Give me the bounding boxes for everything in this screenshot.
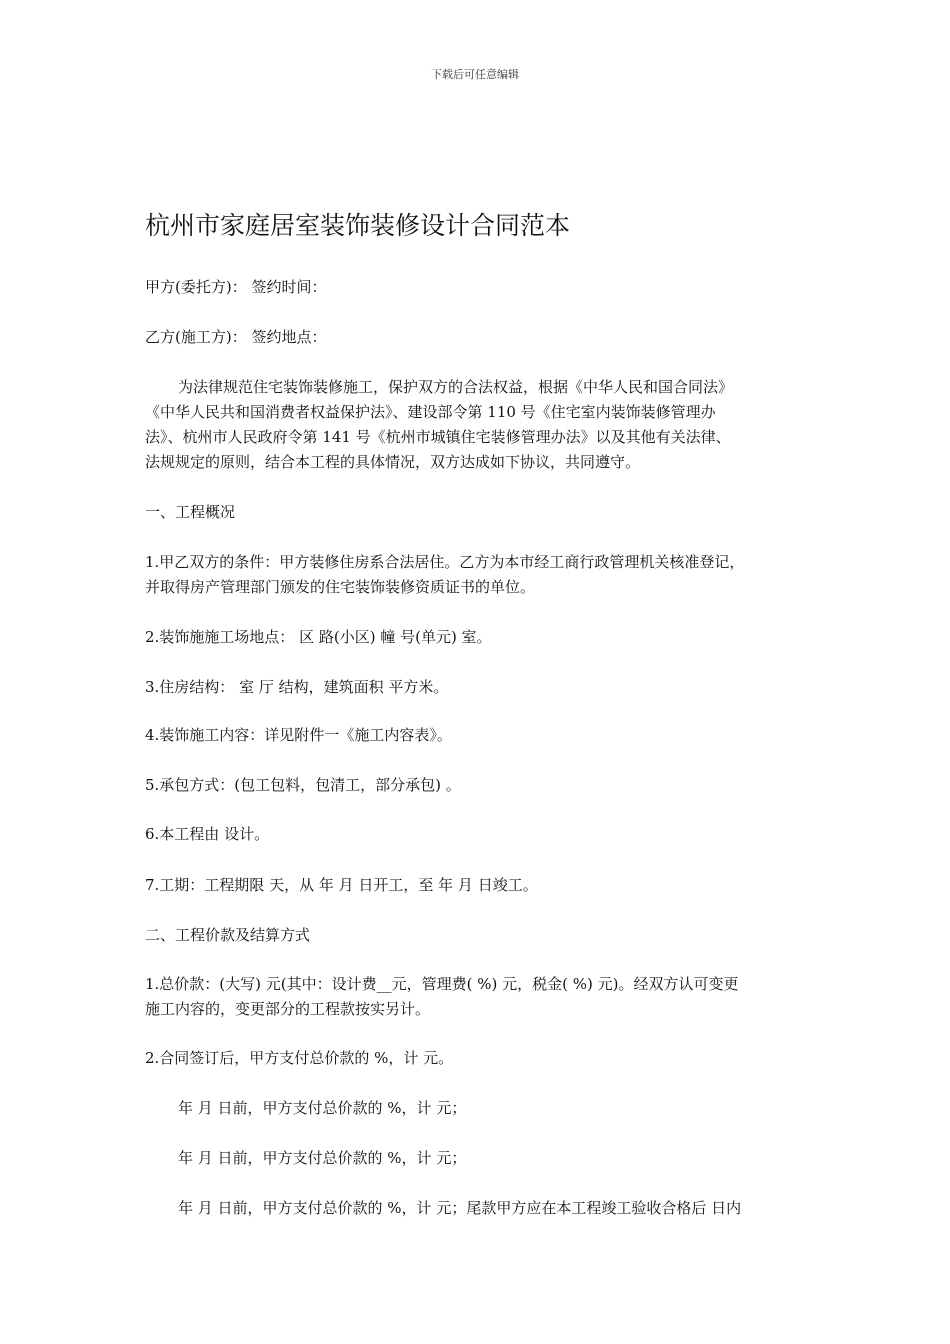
intro-line-1: 为法律规范住宅装饰装修施工，保护双方的合法权益，根据《中华人民和国合同法》 bbox=[178, 378, 734, 396]
s1-item-5: 5.承包方式：(包工包料，包清工，部分承包) 。 bbox=[145, 776, 461, 794]
section-1-heading: 一、工程概况 bbox=[145, 503, 236, 521]
party-a-line: 甲方(委托方)： 签约时间： bbox=[145, 278, 327, 296]
header-note: 下载后可任意编辑 bbox=[431, 68, 519, 81]
section-2-heading: 二、工程价款及结算方式 bbox=[145, 926, 311, 944]
s1-item-2: 2.装饰施施工场地点： 区 路(小区) 幢 号(单元) 室。 bbox=[145, 628, 492, 646]
intro-line-4: 法规规定的原则，结合本工程的具体情况，双方达成如下协议，共同遵守。 bbox=[145, 453, 641, 471]
s2-item-1-line-2: 施工内容的，变更部分的工程款按实另计。 bbox=[145, 1000, 431, 1018]
s2-item-1-line-1: 1.总价款：(大写) 元(其中：设计费__元，管理费( %) 元，税金( %) 元)。经双方认可变更 bbox=[145, 975, 739, 993]
s2-payment-3: 年 月 日前，甲方支付总价款的 %，计 元；尾款甲方应在本工程竣工验收合格后 日内 bbox=[178, 1199, 742, 1217]
s2-item-2: 2.合同签订后，甲方支付总价款的 %，计 元。 bbox=[145, 1049, 454, 1067]
intro-line-3: 法》、杭州市人民政府令第 141 号《杭州市城镇住宅装修管理办法》以及其他有关法律、 bbox=[145, 428, 731, 446]
document-title: 杭州市家庭居室装饰装修设计合同范本 bbox=[145, 211, 571, 240]
party-b-line: 乙方(施工方)： 签约地点： bbox=[145, 328, 327, 346]
intro-line-2: 《中华人民共和国消费者权益保护法》、建设部令第 110 号《住宅室内装饰装修管理办 bbox=[145, 403, 716, 421]
s1-item-6: 6.本工程由 设计。 bbox=[145, 825, 270, 843]
s2-payment-2: 年 月 日前，甲方支付总价款的 %，计 元； bbox=[178, 1149, 467, 1167]
s1-item-7: 7.工期：工程期限 天，从 年 月 日开工，至 年 月 日竣工。 bbox=[145, 876, 538, 894]
s2-payment-1: 年 月 日前，甲方支付总价款的 %，计 元； bbox=[178, 1099, 467, 1117]
s1-item-1-line-2: 并取得房产管理部门颁发的住宅装饰装修资质证书的单位。 bbox=[145, 578, 536, 596]
s1-item-3: 3.住房结构： 室 厅 结构，建筑面积 平方米。 bbox=[145, 678, 449, 696]
s1-item-4: 4.装饰施工内容：详见附件一《施工内容表》。 bbox=[145, 726, 452, 744]
s1-item-1-line-1: 1.甲乙双方的条件：甲方装修住房系合法居住。乙方为本市经工商行政管理机关核准登记， bbox=[145, 553, 745, 571]
